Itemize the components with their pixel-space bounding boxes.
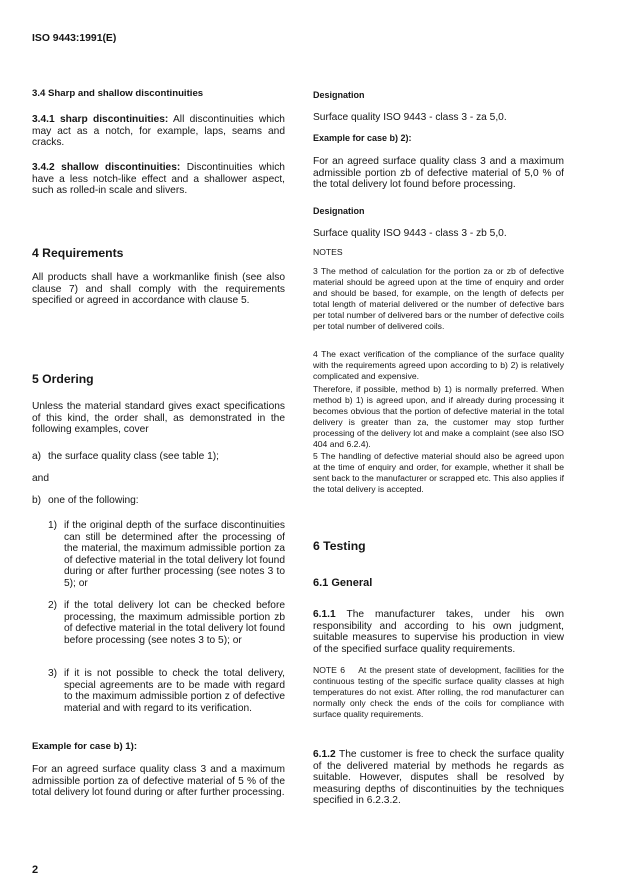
note-4-continued: Therefore, if possible, method b) 1) is normally preferred. When method b) 1) is agreed upon, and if already during processing it becomes obvious that the portion of defective material in the total delivery is greater than za, the customer may stop further processing of the delivery lot and make a complaint (see also ISO 404 and 6.2.4). — [313, 384, 564, 449]
section-6-1-heading: 6.1 General — [313, 577, 373, 589]
note-text: At the present state of development, facilities for the continuous testing of the specific surface quality classes at high temperatures do not exist. After rolling, the rod manufacturer can normally only check the ends of the coils for compliance with surface quality requirements. — [313, 665, 565, 719]
section-4-heading: 4 Requirements — [32, 246, 124, 260]
section-3-4-2 — [32, 162, 285, 197]
and-connector: and — [32, 473, 49, 484]
section-5-text: Unless the material standard gives exact specifications of this kind, the order shall, as demonstrated in the following examples, cover — [32, 401, 285, 436]
section-3-4-heading: 3.4 Sharp and shallow discontinuities — [32, 88, 204, 99]
clause-text: The manufacturer takes, under his own responsibility and according to his own judgment, suitable measures to supervise his production in view of the specified surface quality requirements. — [313, 609, 564, 655]
note-label: NOTE 6 — [313, 665, 346, 675]
term: sharp discontinuities: — [59, 114, 169, 125]
list-item-a — [32, 451, 285, 463]
section-4-text: All products shall have a workmanlike finish (see also clause 7) and shall comply with the requirements specified or agreed in accordance with clause 5. — [32, 272, 285, 307]
designation-2-heading: Designation — [313, 206, 365, 216]
clause-number: 6.1.2 — [313, 749, 336, 760]
item-text: if the original depth of the surface discontinuities can still be determined after the processing of the material, the maximum admissible portion za of defective material in the total delivery lot found during or after further processing (see notes 3 to 5); or — [64, 520, 285, 589]
document-header: ISO 9443:1991(E) — [32, 33, 117, 44]
example-2-text: For an agreed surface quality class 3 and a maximum admissible portion zb of defective material of 5,0 % of the total delivery lot found before processing. — [313, 156, 564, 191]
item-text: one of the following: — [48, 495, 139, 506]
note-6 — [313, 665, 564, 720]
item-label: 1) — [48, 520, 58, 531]
item-label: 3) — [48, 668, 58, 679]
item-label: 2) — [48, 600, 58, 611]
notes-heading: NOTES — [313, 247, 343, 257]
example-2-heading: Example for case b) 2): — [313, 133, 412, 143]
term: shallow discontinuities: — [61, 162, 181, 173]
example-1-heading: Example for case b) 1): — [32, 741, 138, 752]
section-3-4-1 — [32, 114, 285, 149]
section-5-heading: 5 Ordering — [32, 372, 94, 386]
list-item-b — [32, 495, 285, 507]
item-label: b) — [32, 495, 42, 506]
item-text: if it is not possible to check the total delivery, special agreements are to be made with regard to the maximum admissible portion z of defective material and with regard to its verification. — [64, 668, 285, 714]
definition: Discontinuities which have a less notch-like effect and a shallower aspect, such as rolled-in scale and slivers. — [32, 162, 285, 197]
designation-1-heading: Designation — [313, 90, 365, 100]
note-5: 5 The handling of defective material should also be agreed upon at the time of enquiry and order, for example, whether it shall be sent back to the manufacturer or scrapped etc. This also applies if the total delivery is accepted. — [313, 451, 564, 494]
clause-number: 3.4.2 — [32, 162, 55, 173]
clause-number: 6.1.1 — [313, 609, 336, 620]
clause-text: The customer is free to check the surface quality of the delivered material by methods he regards as suitable. However, disputes shall be resolved by measuring depths of discontinuities by the techniques specified in 6.2.3.2. — [313, 749, 564, 807]
item-label: a) — [32, 451, 42, 462]
designation-1-text: Surface quality ISO 9443 - class 3 - za 5,0. — [313, 112, 507, 123]
page-number: 2 — [32, 864, 39, 876]
section-6-1-1 — [313, 609, 564, 655]
clause-number: 3.4.1 — [32, 114, 55, 125]
note-3: 3 The method of calculation for the portion za or zb of defective material should be agreed upon at the time of enquiry and order and should be based, for example, on the length of defects per total length of material delivered or the number of defective bars per total number of delivered bars or the number of defective coils per total number of delivered coils. — [313, 266, 564, 331]
section-6-1-2 — [313, 749, 564, 807]
section-6-heading: 6 Testing — [313, 539, 366, 553]
designation-2-text: Surface quality ISO 9443 - class 3 - zb 5,0. — [313, 228, 507, 239]
definition: All discontinuities which may act as a notch, for example, laps, seams and cracks. — [32, 114, 285, 149]
item-text: if the total delivery lot can be checked before processing, the maximum admissible portion zb of defective material in the total delivery lot found before processing (see notes 3 to 5); or — [64, 600, 285, 646]
item-text: the surface quality class (see table 1); — [48, 451, 220, 462]
note-4: 4 The exact verification of the compliance of the surface quality with the requirements agreed upon according to b) 2) is relatively complicated and expensive. — [313, 349, 564, 381]
example-1-text: For an agreed surface quality class 3 and a maximum admissible portion za of defective material of 5 % of the total delivery lot found during or after further processing. — [32, 764, 285, 799]
